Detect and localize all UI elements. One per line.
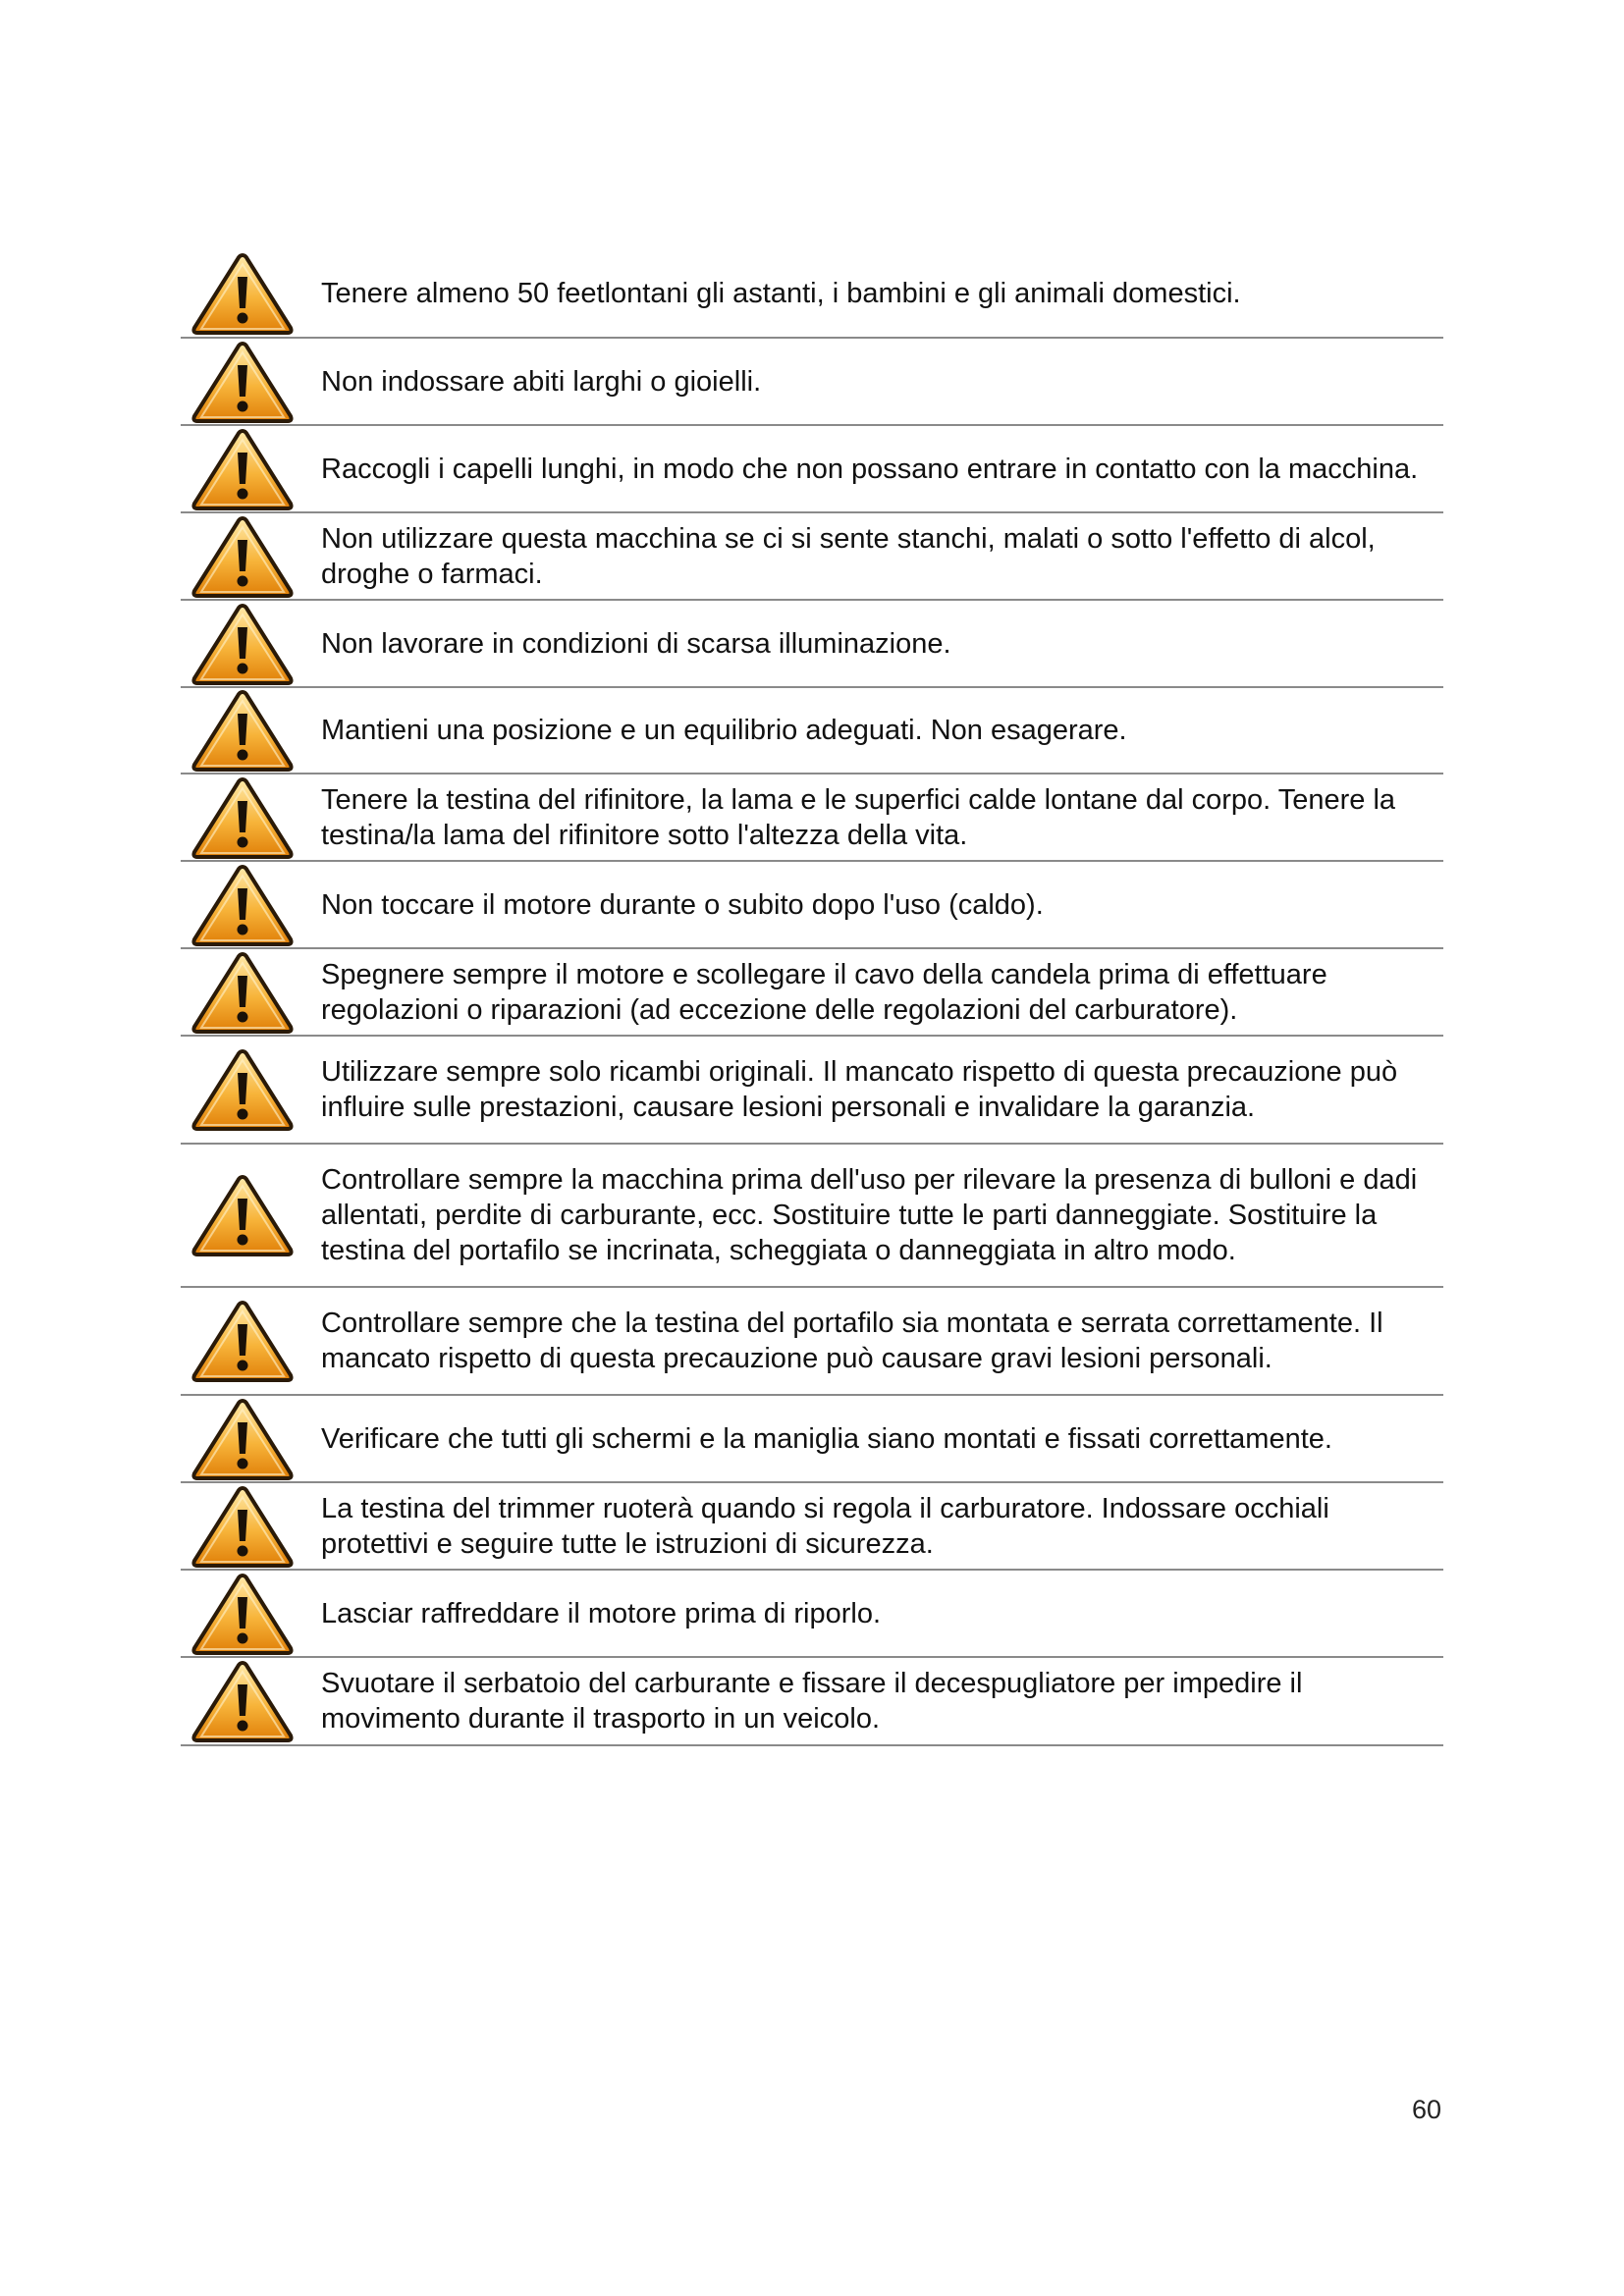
warning-text: La testina del trimmer ruoterà quando si regola il carburatore. Indossare occhiali protettivi e seguire tutte le istruzioni di sicurezza. (321, 1492, 1329, 1560)
warning-triangle-icon (190, 1299, 295, 1383)
warning-row (181, 862, 1443, 949)
warning-row (181, 1145, 1443, 1288)
warning-row (181, 1396, 1443, 1483)
warning-row (181, 339, 1443, 426)
warning-row (181, 601, 1443, 688)
warning-row (181, 1483, 1443, 1571)
warning-triangle-icon (190, 427, 295, 511)
warning-triangle-icon (190, 1173, 295, 1257)
warning-text: Non lavorare in condizioni di scarsa illuminazione. (321, 627, 951, 660)
warning-text: Verificare che tutti gli schermi e la maniglia siano montati e fissati correttamente. (321, 1422, 1332, 1455)
warning-text: Controllare sempre che la testina del portafilo sia montata e serrata correttamente. Il mancato rispetto di questa precauzione può causare gravi lesioni personali. (321, 1308, 1383, 1374)
warning-text: Svuotare il serbatoio del carburante e fissare il decespugliatore per impedire il movimento durante il trasporto in un veicolo. (321, 1668, 1303, 1735)
warning-triangle-icon (190, 340, 295, 424)
warning-triangle-icon (190, 863, 295, 947)
warning-text: Raccogli i capelli lunghi, in modo che non possano entrare in contatto con la macchina. (321, 453, 1419, 485)
warning-triangle-icon (190, 602, 295, 686)
warning-triangle-icon (190, 1397, 295, 1481)
warning-triangle-icon (190, 514, 295, 599)
warning-row (181, 1288, 1443, 1396)
warning-row (181, 513, 1443, 601)
warning-text: Non indossare abiti larghi o gioielli. (321, 365, 762, 398)
page-number: 60 (1412, 2095, 1442, 2124)
warning-text: Spegnere sempre il motore e scollegare il cavo della candela prima di effettuare regolazioni o riparazioni (ad eccezione delle regolazioni del carburatore). (321, 958, 1327, 1026)
warning-triangle-icon (190, 950, 295, 1035)
warning-triangle-icon (190, 251, 295, 336)
warning-text: Lasciar raffreddare il motore prima di riporlo. (321, 1597, 882, 1629)
warning-triangle-icon (190, 1572, 295, 1656)
warning-row (181, 426, 1443, 513)
warning-row (181, 1037, 1443, 1145)
warning-triangle-icon (190, 1659, 295, 1743)
warning-row (181, 1658, 1443, 1746)
warning-triangle-icon (190, 1047, 295, 1132)
warning-row (181, 774, 1443, 862)
warning-text: Controllare sempre la macchina prima dell'uso per rilevare la presenza di bulloni e dadi allentati, perdite di carburante, ecc. Sostituire tutte le parti danneggiate. Sostituire la testina del portafilo se incrinata, scheggiata o danneggiata in altro modo. (321, 1164, 1418, 1266)
warning-text: Tenere la testina del rifinitore, la lama e le superfici calde lontane dal corpo. Tenere la testina/la lama del rifinitore sotto l'altezza della vita. (321, 783, 1396, 851)
warning-text: Tenere almeno 50 feetlontani gli astanti, i bambini e gli animali domestici. (321, 277, 1241, 309)
warnings-table (181, 249, 1443, 1746)
warning-text: Utilizzare sempre solo ricambi originali. Il mancato rispetto di questa precauzione può influire sulle prestazioni, causare lesioni personali e invalidare la garanzia. (321, 1056, 1398, 1123)
warning-row (181, 249, 1443, 339)
warning-text: Non utilizzare questa macchina se ci si sente stanchi, malati o sotto l'effetto di alcol, droghe o farmaci. (321, 522, 1376, 590)
warning-triangle-icon (190, 1484, 295, 1569)
warning-text: Mantieni una posizione e un equilibrio adeguati. Non esagerare. (321, 715, 1127, 746)
warning-triangle-icon (190, 775, 295, 860)
warning-row (181, 688, 1443, 774)
warning-row (181, 949, 1443, 1037)
warning-row (181, 1571, 1443, 1658)
warning-text: Non toccare il motore durante o subito dopo l'uso (caldo). (321, 888, 1044, 921)
warning-triangle-icon (190, 688, 295, 773)
